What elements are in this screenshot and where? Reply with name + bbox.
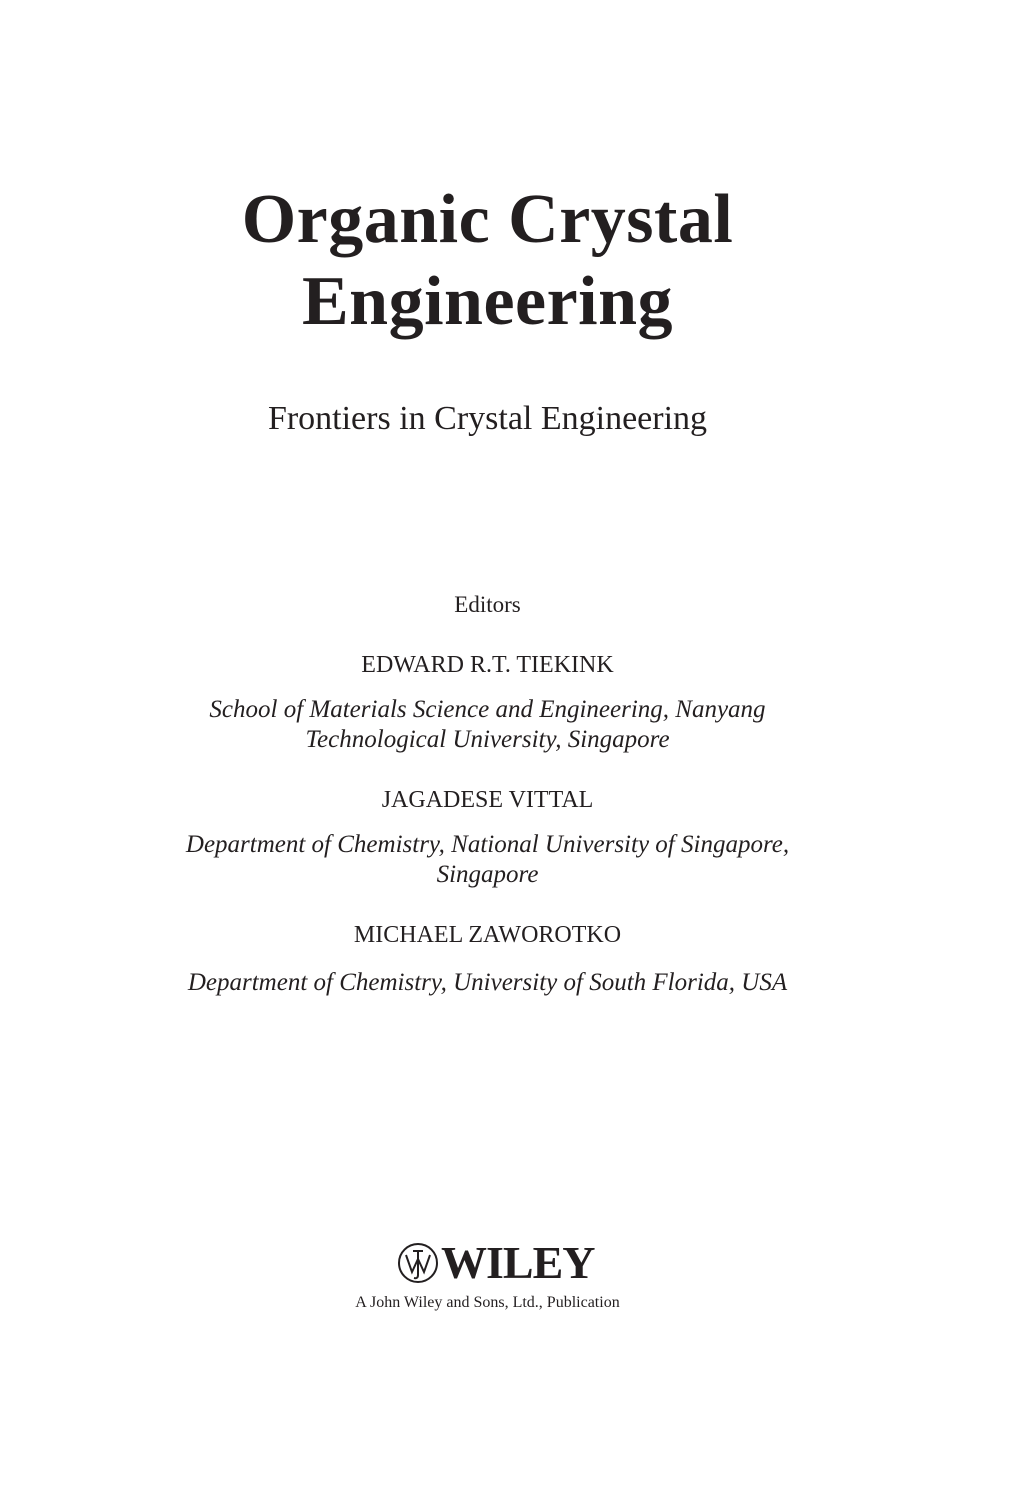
publisher-imprint: A John Wiley and Sons, Ltd., Publication — [355, 1294, 620, 1311]
publisher-logo — [397, 1237, 595, 1288]
editor-name: EDWARD R.T. TIEKINK — [361, 652, 614, 678]
editor-name: JAGADESE VITTAL — [381, 787, 594, 813]
editor-affiliation: Department of Chemistry, University of South Florida, USA — [187, 969, 788, 996]
editor-affiliation: School of Materials Science and Engineering, Nanyang — [209, 696, 766, 723]
wiley-emblem-icon — [397, 1242, 439, 1284]
book-title-line-2: Engineering — [301, 263, 674, 340]
editors-label: Editors — [454, 592, 521, 617]
editor-affiliation: Technological University, Singapore — [305, 726, 670, 753]
editor-affiliation: Department of Chemistry, National University of Singapore, — [185, 831, 790, 858]
book-title-line-1: Organic Crystal — [241, 181, 734, 258]
book-subtitle: Frontiers in Crystal Engineering — [267, 400, 708, 437]
editor-affiliation: Singapore — [436, 861, 539, 888]
editor-name: MICHAEL ZAWOROTKO — [353, 922, 622, 948]
publisher-logo-text: WILEY — [441, 1237, 595, 1288]
